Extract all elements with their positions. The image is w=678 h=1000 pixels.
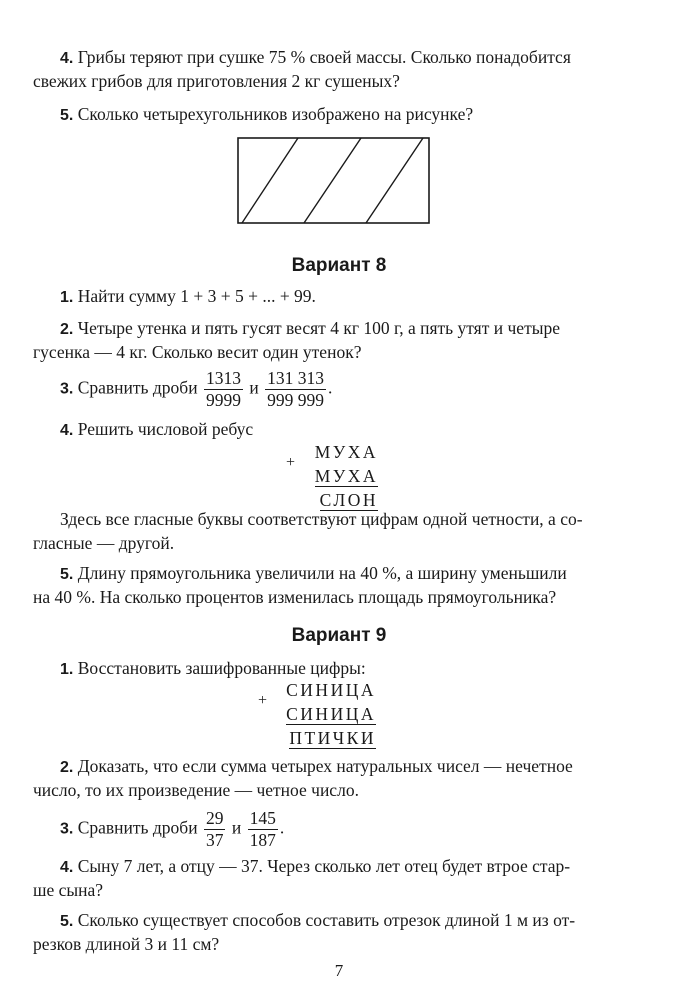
- fraction-131313-999999: $\frac{131 313}{999 999}$: [267, 368, 324, 410]
- variant-8-heading: Вариант 8: [291, 255, 387, 276]
- v9-problem-4-line2: ше сына?: [33, 880, 104, 900]
- rebus-muha: + МУХА МУХА СЛОН: [286, 442, 378, 510]
- variant-9-heading: Вариант 9: [291, 625, 387, 646]
- v8-problem-4-note-line2: гласные — другой.: [33, 533, 175, 553]
- v9-problem-4-line1: 4. Сыну 7 лет, а отцу — 37. Через сколько лет отец будет втрое стар-: [60, 856, 571, 876]
- problem-4-line1: 4. Грибы теряют при сушке 75 % своей массы. Сколько понадобится: [60, 47, 571, 67]
- v8-problem-3: 3. Сравнить дроби $\frac{1313}{9999}$ и $\frac{131 313}{999 999}$ .: [60, 368, 333, 410]
- v9-problem-5-line2: резков длиной 3 и 11 см?: [33, 934, 220, 954]
- v8-problem-4: 4. Решить числовой ребус: [60, 419, 254, 439]
- page-number: 7: [334, 961, 344, 980]
- v9-problem-2-line2: число, то их произведение — четное число.: [33, 780, 359, 800]
- v8-problem-5-line1: 5. Длину прямоугольника увеличили на 40 %, а ширину уменьшили: [60, 563, 567, 583]
- fraction-1313-9999: $\frac{1313}{9999}$: [205, 368, 241, 410]
- rebus-sinitsa: + СИНИЦА СИНИЦА ПТИЧКИ: [258, 680, 376, 748]
- v9-problem-3: 3. Сравнить дроби $\frac{29}{37}$ и $\frac{145}{187}$ .: [60, 808, 285, 850]
- fraction-145-187: $\frac{145}{187}$: [249, 808, 276, 850]
- v8-problem-2-line2: гусенка — 4 кг. Сколько весит один утенок?: [33, 342, 362, 362]
- v8-problem-2-line1: 2. Четыре утенка и пять гусят весят 4 кг 100 г, а пять утят и четыре: [60, 318, 560, 338]
- v8-problem-4-note-line1: Здесь все гласные буквы соответствуют цифрам одной четности, а со-: [60, 509, 583, 529]
- fraction-29-37: $\frac{29}{37}$: [205, 808, 224, 850]
- v9-problem-1: 1. Восстановить зашифрованные цифры:: [60, 658, 366, 678]
- v8-problem-5-line2: на 40 %. На сколько процентов изменилась площадь прямоугольника?: [33, 587, 557, 607]
- v8-problem-1: 1. Найти сумму 1 + 3 + 5 + ... + 99.: [60, 286, 316, 306]
- quadrilateral-figure: [236, 136, 432, 226]
- problem-4-line2: свежих грибов для приготовления 2 кг сушеных?: [33, 71, 400, 91]
- v9-problem-5-line1: 5. Сколько существует способов составить отрезок длиной 1 м из от-: [60, 910, 576, 930]
- v9-problem-2-line1: 2. Доказать, что если сумма четырех натуральных чисел — нечетное: [60, 756, 573, 776]
- problem-5-line: 5. Сколько четырехугольников изображено на рисунке?: [60, 104, 474, 124]
